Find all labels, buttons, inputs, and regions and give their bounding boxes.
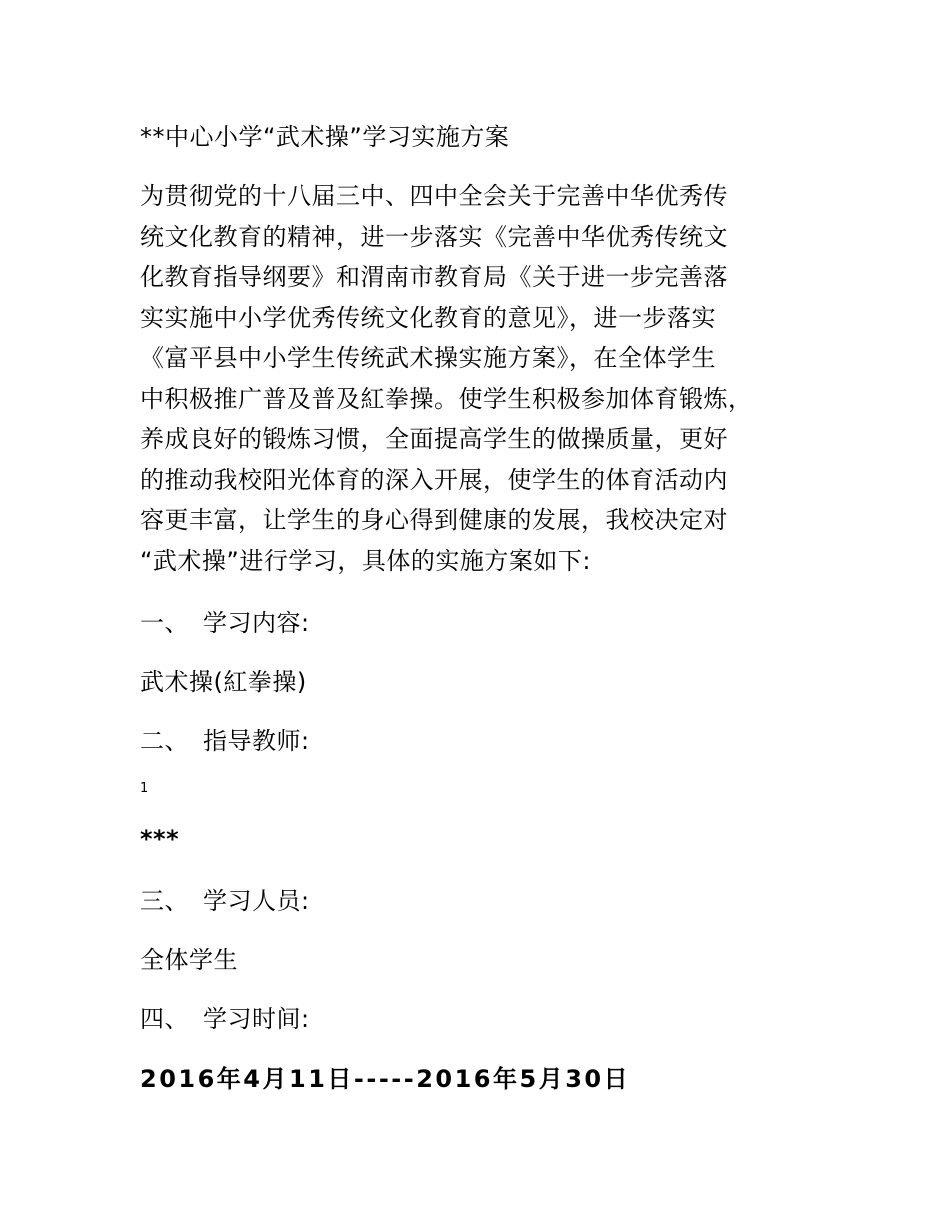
intro-line: 《富平县中小学生传统武术操实施方案》，在全体学生 [140,344,716,372]
intro-line: 养成良好的锻炼习惯，全面提高学生的做操质量，更好 [140,425,728,453]
intro-line: 中积极推广普及普及紅拳操。使学生积极参加体育锻炼， [140,384,753,413]
intro-paragraph [140,176,753,581]
footnote-marker: 1 [140,781,149,796]
section-content-3: 全体学生 [140,946,238,974]
section-heading-4 [140,1004,310,1034]
section-number: 四、 [140,1005,189,1033]
intro-line: 实实施中小学优秀传统文化教育的意见》，进一步落实 [140,303,716,332]
section-number: 二、 [140,727,189,755]
section-heading-3 [140,886,310,916]
intro-line: 统文化教育的精神，进一步落实《完善中华优秀传统文 [140,222,728,251]
section-number: 三、 [140,887,189,915]
section-heading-text: 学习内容: [203,609,310,637]
intro-line: 的推动我校阳光体育的深入开展，使学生的体育活动内 [140,465,728,494]
section-heading-text: 指导教师: [203,727,310,755]
section-number: 一、 [140,609,189,637]
study-period: 2016年4月11日-----2016年5月30日 [140,1065,631,1093]
intro-line: 容更丰富，让学生的身心得到健康的发展，我校决定对 [140,506,728,534]
section-heading-text: 学习人员: [203,887,310,915]
section-heading-1 [140,608,310,638]
section-heading-text: 学习时间: [203,1005,310,1033]
section-content-2: *** [140,825,180,853]
section-heading-2 [140,726,310,756]
intro-line: 化教育指导纲要》和渭南市教育局《关于进一步完善落 [140,263,728,291]
section-content-1: 武术操(紅拳操) [140,668,307,696]
document-title: **中心小学“武术操”学习实施方案 [140,123,510,151]
intro-line: 为贯彻党的十八届三中、四中全会关于完善中华优秀传 [140,182,728,210]
intro-line: “武术操”进行学习，具体的实施方案如下: [140,546,591,575]
